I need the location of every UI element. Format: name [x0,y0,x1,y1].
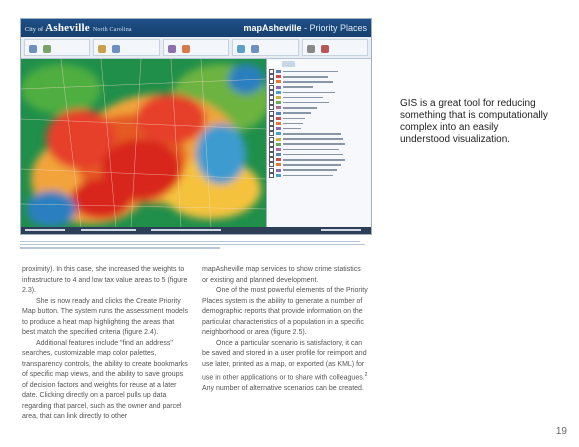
paragraph: Once a particular scenario is satisfactory, it can be saved and stored in a user profile for reimport and use later, printed as a map, or exported (as KML) for use in other applications or to share with colleagues.$^2$ Any number of alternative scenarios can be created. [202,339,368,392]
body-column-right [202,265,368,394]
paragraph: One of the most powerful elements of the Priority Places system is the ability to generate a number of demographic reports that provide information on the particular characteristics of a population in a specific neighborhood or area (figure 2.5). [202,287,368,336]
footnote-mark: 2 [364,372,368,378]
toolbar-group [163,39,229,56]
app-toolbar [21,37,371,59]
city-logo: City of Asheville North Carolina [25,22,132,34]
paragraph: mapAsheville map services to show crime statistics or existing and planned development. [202,266,361,284]
tab-base-map[interactable] [269,61,280,67]
page-number: 19 [555,426,567,437]
layer-panel-tabs [269,61,369,67]
toolbar-group [93,39,159,56]
app-title: mapAsheville - Priority Places [243,23,367,33]
layer-options-panel [266,59,371,227]
map-status-bar [21,227,371,234]
heat-map [21,59,266,227]
toolbar-group [302,39,368,56]
paragraph: proximity). In this case, she increased the weights to infrastructure to 4 and low tax value areas to 5 (figure 2.3). [22,266,188,294]
app-header [21,19,371,37]
paragraph: She is now ready and clicks the Create Priority Map button. The system runs the assessment models to produce a heat map highlighting the areas that best match the specified criteria (figure 2.4). [22,297,189,336]
paragraph: Additional features include "find an address" searches, customizable map color palettes, transparency controls, the ability to create bookmarks of specific map views, and the ability to save groups of decision factors and weights for reuse at a later date. Clicking directly on a parcel pulls up data regarding that parcel, such as the owner and parcel area, that can link directly to other [22,339,188,420]
toolbar-group [24,39,90,56]
figure-screenshot [20,18,372,235]
layer-row[interactable] [269,173,369,178]
toolbar-group [232,39,298,56]
body-column-left [22,265,188,423]
sidenote: GIS is a great tool for reducing something that is computationally complex into an easily understood visualization. [400,98,548,145]
figure-caption [20,239,372,251]
tab-priority-map[interactable] [282,61,295,67]
